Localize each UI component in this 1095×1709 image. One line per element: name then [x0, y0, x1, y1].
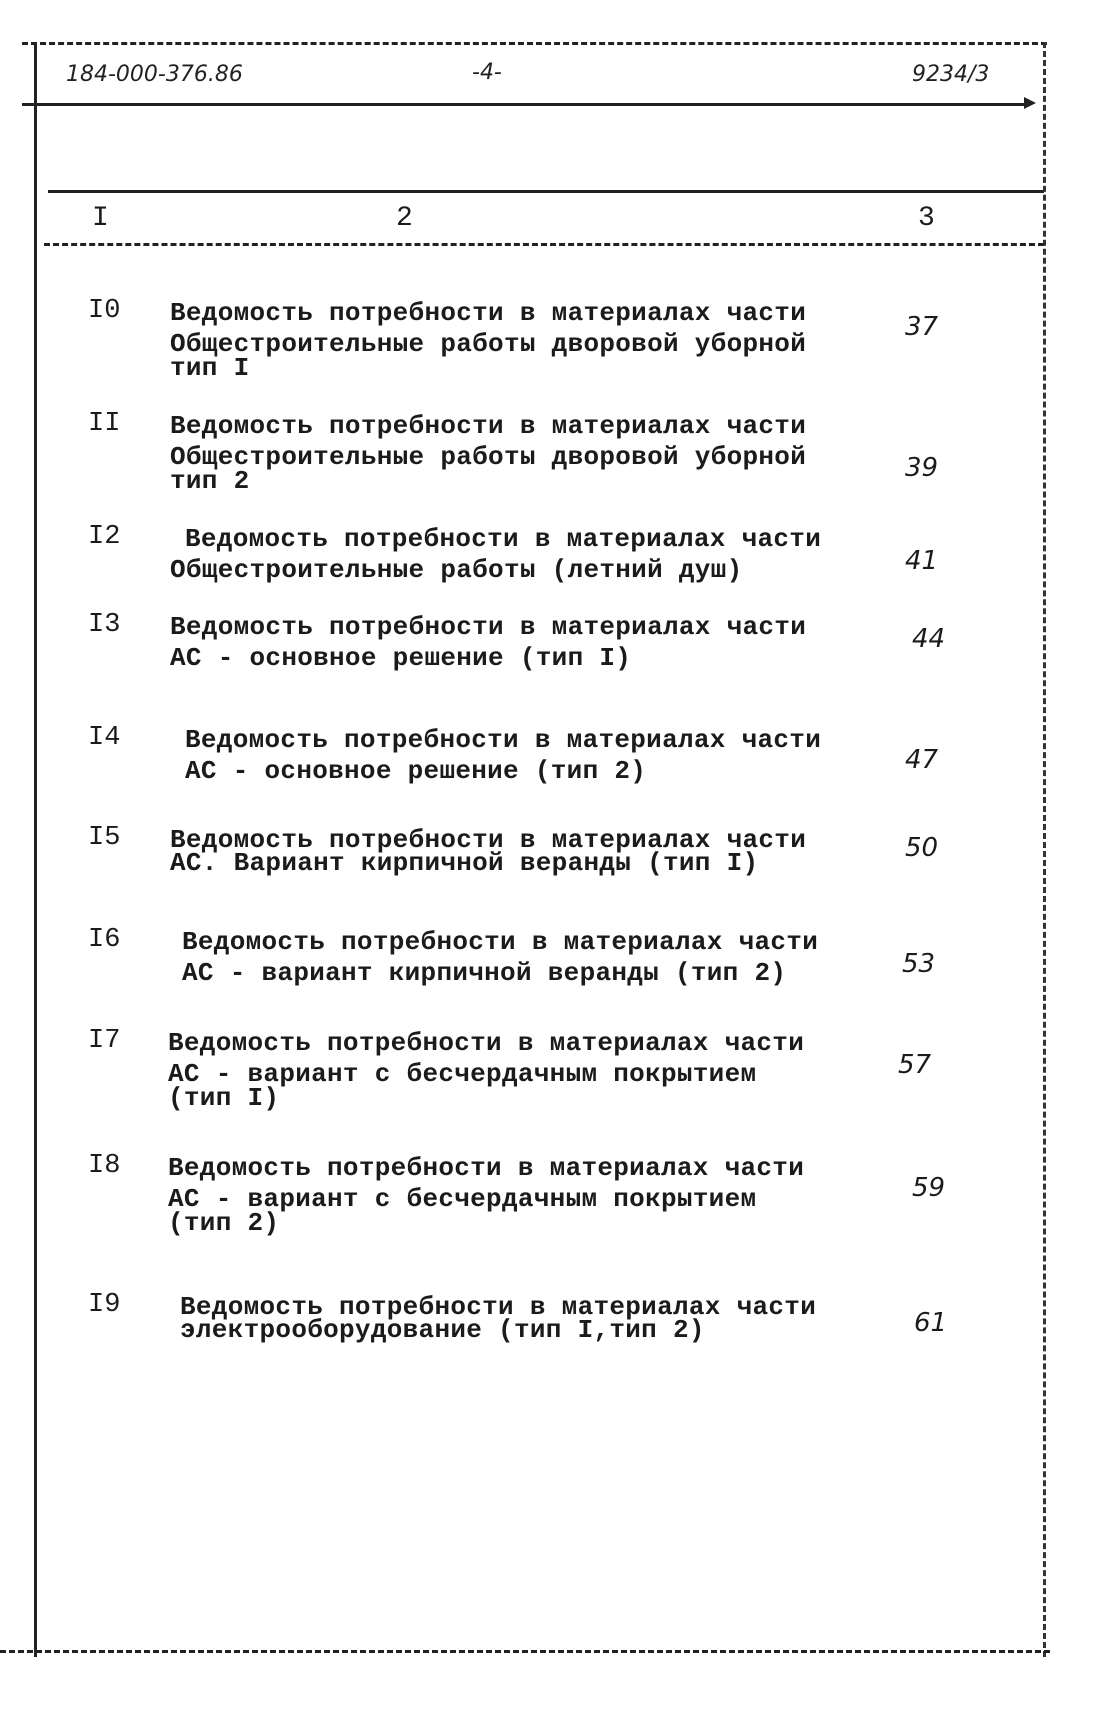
- frame-right-line: [1043, 42, 1046, 1657]
- row-page-number: 61: [914, 1308, 948, 1338]
- row-title: Ведомость потребности в материалах части: [185, 725, 822, 755]
- table-header-rule: [44, 243, 1044, 246]
- page-marker: -4-: [472, 60, 502, 85]
- row-page-number: 59: [912, 1173, 946, 1203]
- row-subtitle: Общестроительные работы дворовой уборной тип I: [170, 329, 807, 383]
- row-title: Ведомость потребности в материалах части: [180, 1292, 817, 1322]
- column-header-3: 3: [918, 203, 935, 234]
- row-title: Ведомость потребности в материалах части: [170, 411, 807, 441]
- doc-code: 184-000-376.86: [66, 62, 243, 87]
- row-title: Ведомость потребности в материалах части: [170, 298, 807, 328]
- row-subtitle: АС. Вариант кирпичной веранды (тип I): [170, 848, 759, 878]
- row-title: Ведомость потребности в материалах части: [168, 1153, 805, 1183]
- row-number: I6: [88, 925, 121, 955]
- table-top-rule: [48, 190, 1044, 193]
- row-subtitle: Общестроительные работы дворовой уборной тип 2: [170, 442, 807, 496]
- row-number: I3: [88, 610, 121, 640]
- row-number: I2: [88, 522, 121, 552]
- row-page-number: 50: [905, 833, 939, 863]
- frame-top-line: [22, 42, 1047, 45]
- row-number: I0: [88, 296, 121, 326]
- row-page-number: 47: [905, 745, 939, 775]
- row-page-number: 37: [905, 312, 939, 342]
- row-page-number: 41: [905, 546, 939, 576]
- row-number: I5: [88, 823, 121, 853]
- row-number: II: [88, 409, 121, 439]
- row-title: Ведомость потребности в материалах части: [170, 612, 807, 642]
- row-subtitle: АС - вариант с бесчердачным покрытием (тип 2): [168, 1184, 757, 1238]
- row-title: Ведомость потребности в материалах части: [182, 927, 819, 957]
- row-subtitle: электрооборудование (тип I,тип 2): [180, 1315, 705, 1345]
- row-subtitle: Общестроительные работы (летний душ): [170, 555, 743, 585]
- column-header-1: I: [92, 203, 109, 234]
- row-page-number: 57: [898, 1050, 932, 1080]
- row-number: I8: [88, 1151, 121, 1181]
- header-rule-arrow: [1024, 97, 1036, 109]
- row-subtitle: АС - основное решение (тип I): [170, 643, 632, 673]
- row-page-number: 44: [912, 624, 946, 654]
- row-title: Ведомость потребности в материалах части: [185, 524, 822, 554]
- row-number: I4: [88, 723, 121, 753]
- row-title: Ведомость потребности в материалах части: [168, 1028, 805, 1058]
- row-title: Ведомость потребности в материалах части: [170, 825, 807, 855]
- row-number: I9: [88, 1290, 121, 1320]
- column-header-2: 2: [396, 203, 413, 234]
- row-number: I7: [88, 1026, 121, 1056]
- row-subtitle: АС - вариант с бесчердачным покрытием (тип I): [168, 1059, 757, 1113]
- row-page-number: 39: [905, 453, 939, 483]
- row-subtitle: АС - основное решение (тип 2): [185, 756, 647, 786]
- row-subtitle: АС - вариант кирпичной веранды (тип 2): [182, 958, 787, 988]
- ref-number: 9234/3: [912, 62, 990, 87]
- frame-left-line: [34, 42, 37, 1657]
- header-rule: [22, 103, 1030, 106]
- frame-bottom-line: [0, 1650, 1050, 1653]
- row-page-number: 53: [902, 949, 936, 979]
